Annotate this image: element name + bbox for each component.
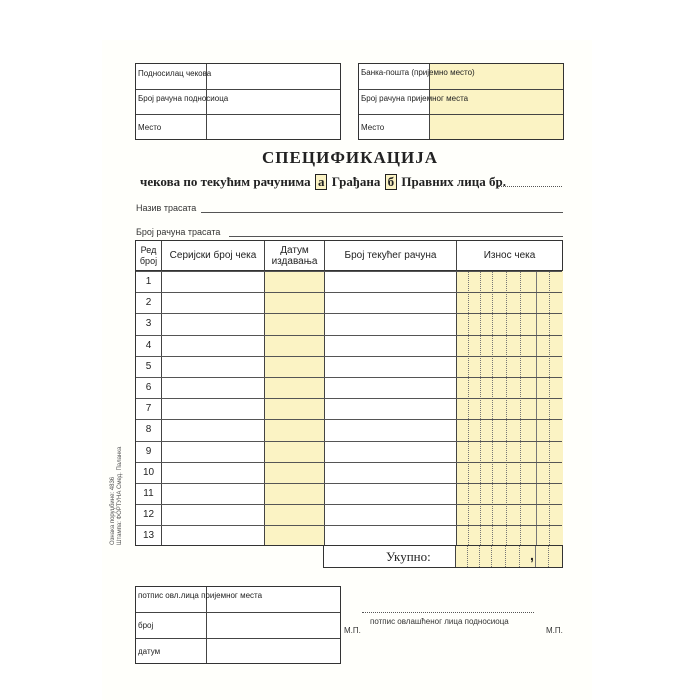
option-a-checkbox[interactable]: а bbox=[315, 174, 328, 190]
table-row[interactable] bbox=[161, 271, 562, 292]
row-number: 9 bbox=[145, 445, 152, 457]
receiver-signature-box bbox=[135, 586, 341, 664]
drawee-account-line[interactable] bbox=[229, 236, 563, 237]
order-code-text: Ознака поруџбине: 4836 bbox=[110, 476, 116, 545]
header-account: Број текућег рачуна bbox=[324, 241, 456, 271]
option-b-label: Правних лица бр. bbox=[401, 174, 506, 189]
receiving-place-label: Место bbox=[361, 123, 385, 132]
checks-table bbox=[135, 240, 563, 546]
header-no: Ред број bbox=[136, 241, 161, 271]
table-row[interactable] bbox=[161, 462, 562, 483]
printer-text: Штампа: ФОРТУНА Смед. Паланка bbox=[117, 446, 123, 545]
row-number: 12 bbox=[142, 509, 155, 521]
bank-post-label: Банка-пошта (пријемно место) bbox=[361, 68, 475, 77]
receiver-number-label: број bbox=[138, 621, 154, 630]
table-row[interactable] bbox=[161, 525, 562, 546]
receiver-signature-label: потпис овл.лица пријемног места bbox=[138, 591, 263, 600]
submitter-box bbox=[135, 63, 341, 140]
signature-caption: потпис овлашћеног лица подносиоца bbox=[370, 617, 509, 626]
total-amount-field[interactable] bbox=[456, 546, 562, 567]
receiving-place-row[interactable] bbox=[359, 115, 563, 139]
table-row[interactable] bbox=[161, 419, 562, 440]
row-number: 13 bbox=[142, 530, 155, 542]
print-info bbox=[110, 447, 124, 545]
row-number: 7 bbox=[145, 403, 152, 415]
row-number: 3 bbox=[145, 318, 152, 330]
table-row[interactable] bbox=[161, 504, 562, 525]
submitter-account-label: Број рачуна подносиоца bbox=[138, 94, 229, 103]
stamp-right-label: М.П. bbox=[546, 626, 563, 635]
row-number: 5 bbox=[145, 360, 152, 372]
page-title: СПЕЦИФИКАЦИЈА bbox=[262, 148, 438, 167]
submitter-place-label: Место bbox=[138, 123, 162, 132]
submitter-label: Подносилац чекова bbox=[138, 69, 212, 78]
submitter-row[interactable] bbox=[136, 64, 340, 90]
table-row[interactable] bbox=[161, 292, 562, 313]
row-number: 8 bbox=[145, 424, 152, 436]
submitter-place-row[interactable] bbox=[136, 115, 340, 139]
row-number: 4 bbox=[145, 339, 152, 351]
table-row[interactable] bbox=[161, 356, 562, 377]
header-amount: Износ чека bbox=[456, 241, 562, 271]
receiving-account-label: Број рачуна пријемног места bbox=[361, 94, 469, 103]
total-label: Укупно: bbox=[386, 549, 431, 564]
subtitle-prefix: чекова по текућим рачунима bbox=[140, 174, 311, 189]
subtitle bbox=[140, 174, 506, 190]
drawee-name-line[interactable] bbox=[201, 212, 563, 213]
submitter-account-row[interactable] bbox=[136, 90, 340, 115]
row-number: 2 bbox=[145, 297, 152, 309]
submitter-signature-line[interactable] bbox=[362, 612, 534, 613]
receiving-bank-box bbox=[358, 63, 564, 140]
table-row[interactable] bbox=[161, 398, 562, 419]
drawee-account-label: Број рачуна трасата bbox=[136, 227, 221, 237]
table-row[interactable] bbox=[161, 377, 562, 398]
header-serial: Серијски број чека bbox=[161, 241, 264, 271]
table-row[interactable] bbox=[161, 483, 562, 504]
row-number: 11 bbox=[143, 488, 154, 499]
table-row[interactable] bbox=[161, 441, 562, 462]
stamp-left-label: М.П. bbox=[344, 626, 361, 635]
receiver-date-label: датум bbox=[138, 647, 161, 656]
receiver-signature-row[interactable] bbox=[136, 587, 340, 613]
receiving-account-row[interactable] bbox=[359, 90, 563, 115]
receiver-number-row[interactable] bbox=[136, 613, 340, 639]
total-decimal-comma: , bbox=[530, 547, 534, 563]
option-a-label: Грађана bbox=[331, 174, 381, 189]
row-number: 1 bbox=[145, 276, 152, 287]
table-row[interactable] bbox=[161, 335, 562, 356]
header-date: Датум издавања bbox=[264, 241, 324, 271]
bank-post-row[interactable] bbox=[359, 64, 563, 90]
receiver-date-row[interactable] bbox=[136, 639, 340, 663]
option-b-checkbox[interactable]: б bbox=[385, 174, 398, 190]
legal-entity-number-line[interactable] bbox=[498, 186, 562, 187]
table-row[interactable] bbox=[161, 313, 562, 334]
drawee-name-label: Назив трасата bbox=[136, 203, 197, 213]
row-number: 10 bbox=[142, 466, 155, 478]
total-row bbox=[323, 546, 563, 568]
row-number: 6 bbox=[145, 382, 152, 393]
